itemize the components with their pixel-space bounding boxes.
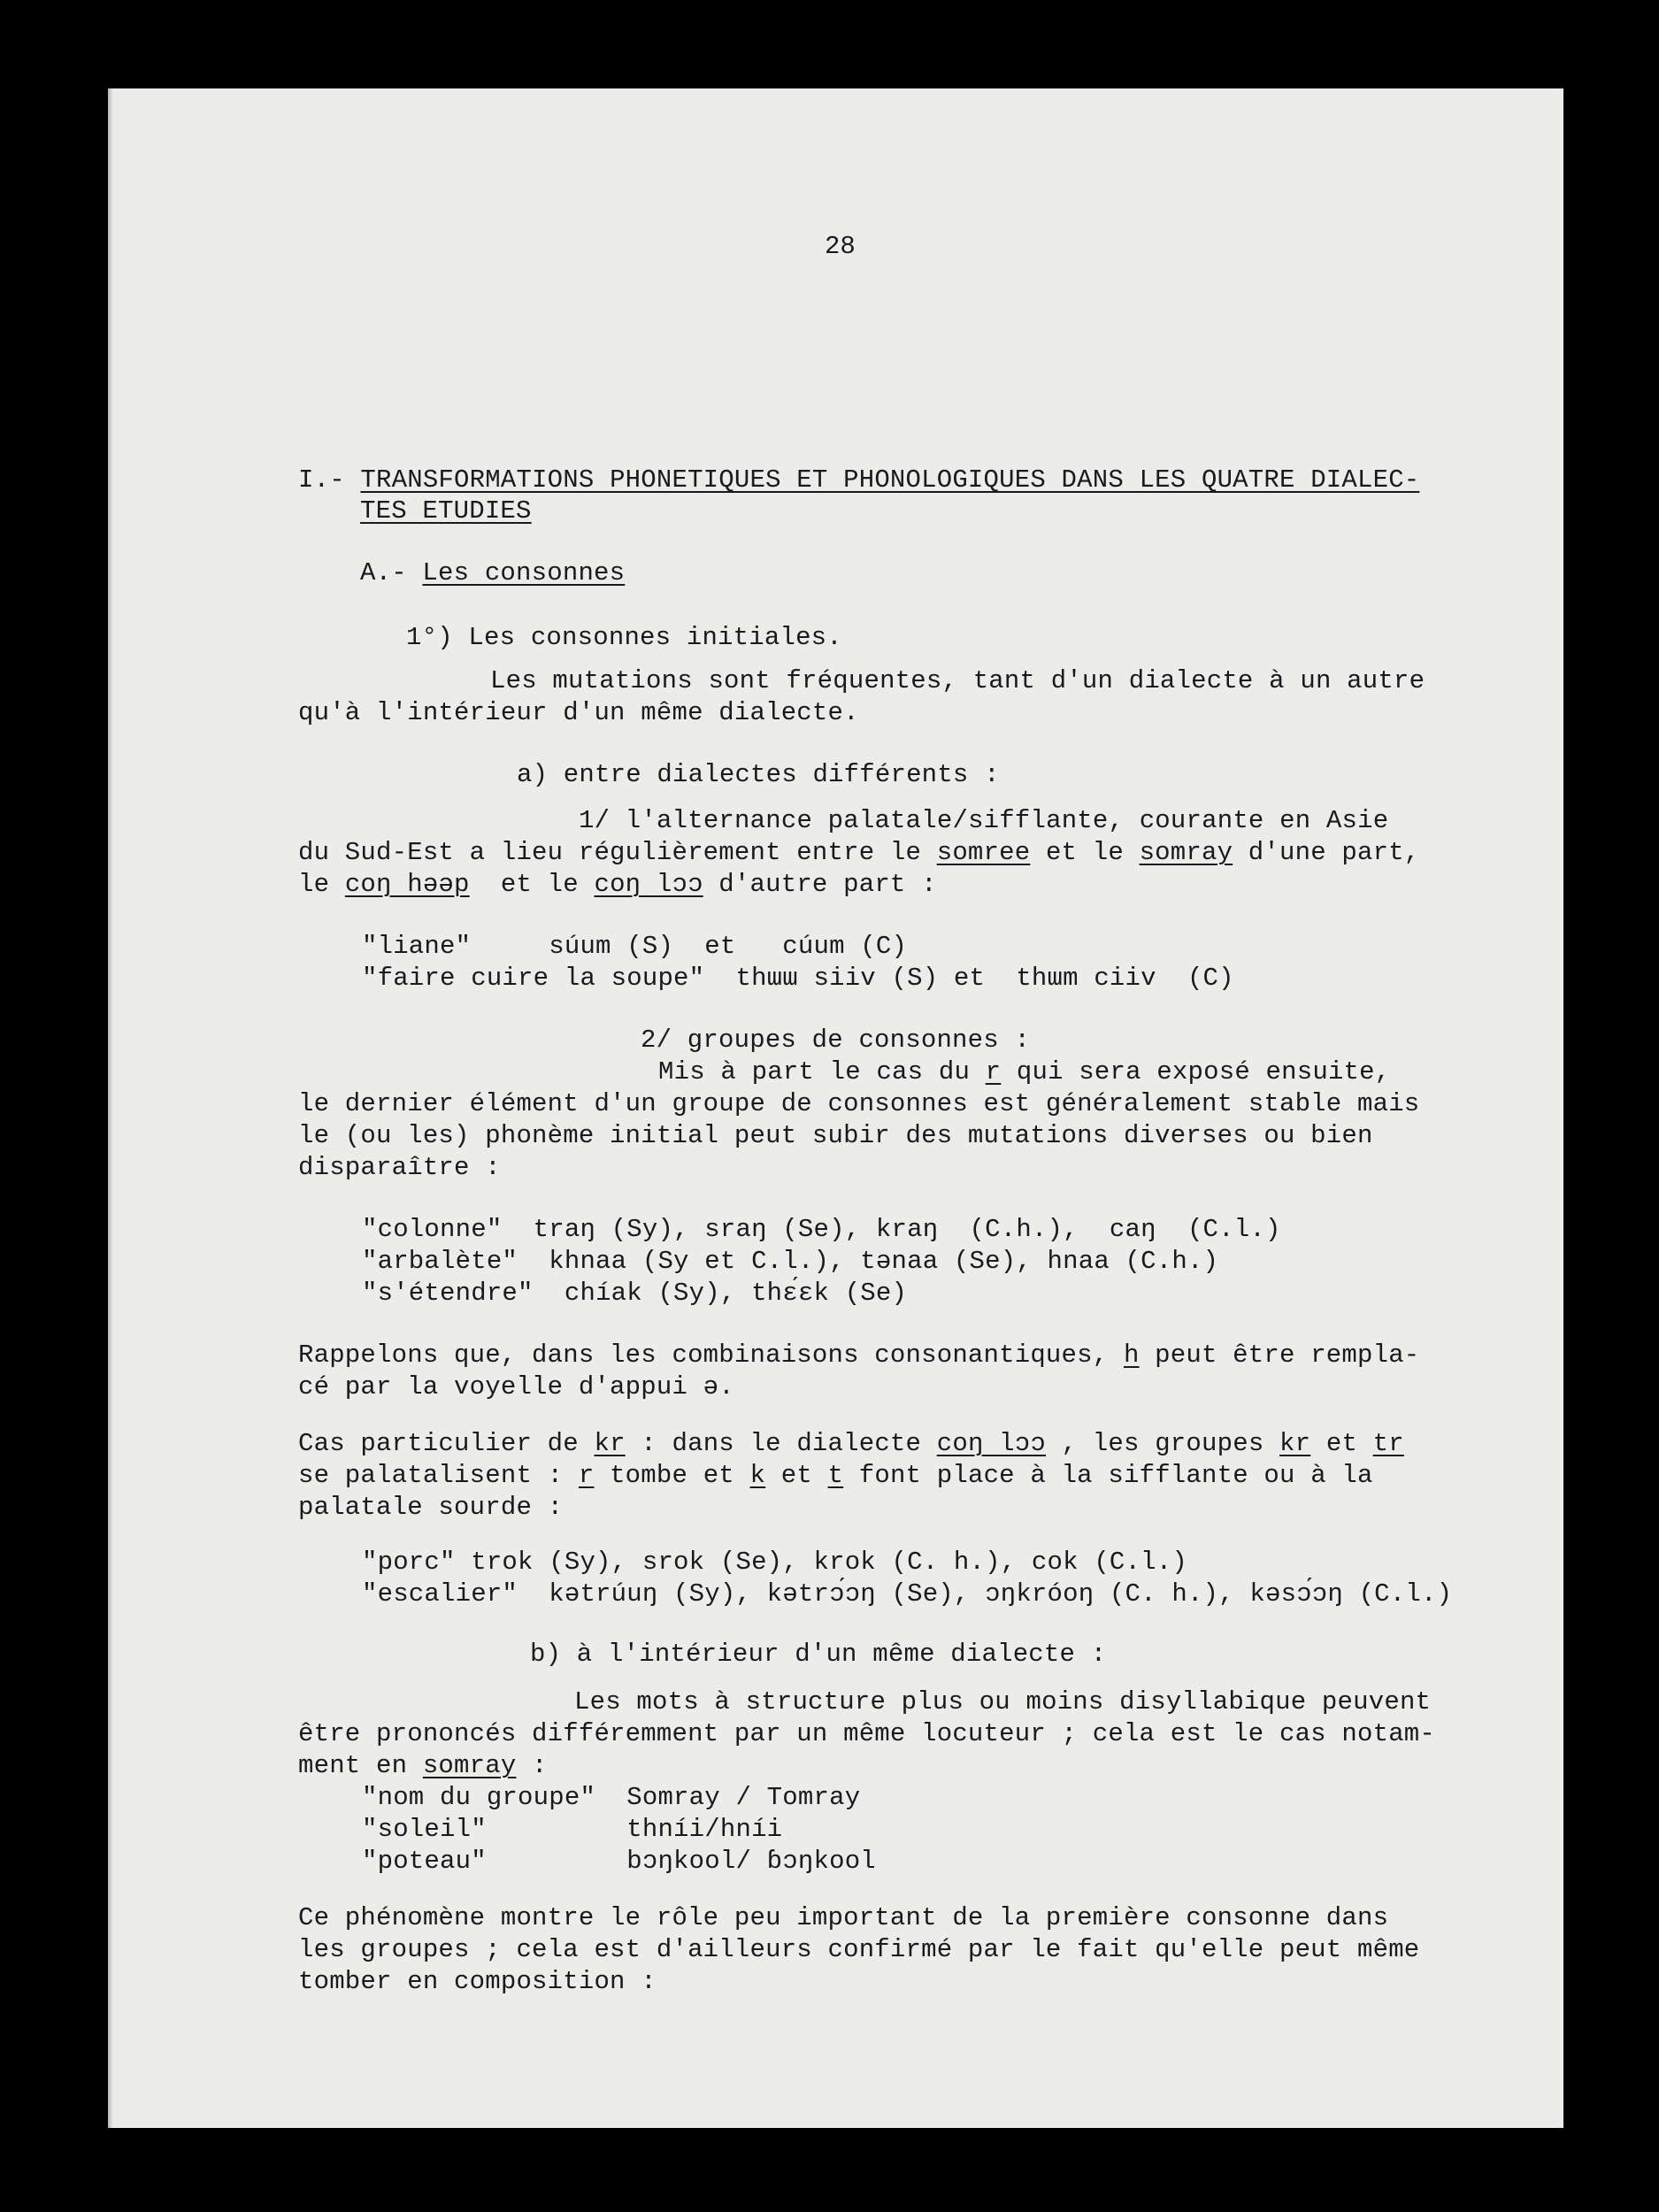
para-2-line-1: 2/ groupes de consonnes :	[641, 1025, 1031, 1055]
text-run: , les groupes	[1045, 1429, 1280, 1458]
text-run: ment en	[298, 1751, 423, 1780]
example-3-line-2: "escalier" kətrúuŋ (Sy), kətrɔ́ɔŋ (Se), ɔŋkróoŋ (C. h.), kəsɔ́ɔŋ (C.l.)	[362, 1579, 1453, 1609]
subheading-b: b) à l'intérieur d'un même dialecte :	[530, 1640, 1107, 1669]
term-cong-loo: coŋ lɔɔ	[594, 870, 703, 899]
page-binding-edge	[108, 88, 113, 2128]
text-run: Cas particulier de	[298, 1429, 595, 1458]
para-4-line-2	[298, 1460, 1373, 1492]
text-run: font place à la sifflante ou à la	[843, 1461, 1373, 1490]
para-2-line-5: disparaître :	[298, 1153, 501, 1182]
term-tr: tr	[1372, 1429, 1404, 1458]
para-4-line-3: palatale sourde :	[298, 1493, 564, 1522]
term-k: k	[749, 1461, 766, 1490]
text-run: qui sera exposé ensuite,	[1001, 1057, 1391, 1087]
term-somray: somray	[1139, 838, 1233, 867]
para-5-line-3	[298, 1750, 548, 1782]
term-r: r	[578, 1461, 595, 1490]
para-1-line-1: 1/ l'alternance palatale/sifflante, courante en Asie	[579, 806, 1389, 835]
heading-title-part-2: TES ETUDIES	[360, 496, 532, 526]
term-kr: kr	[1279, 1429, 1311, 1458]
text-run: peut être rempla-	[1139, 1340, 1420, 1370]
text-run: le	[298, 870, 345, 899]
text-run: Rappelons que, dans les combinaisons consonantiques,	[298, 1340, 1124, 1370]
text-run: se palatalisent :	[298, 1461, 579, 1490]
example-2-line-2: "arbalète" khnaa (Sy et C.l.), tənaa (Se), hnaa (C.h.)	[362, 1247, 1219, 1276]
text-run: et le	[1030, 838, 1140, 867]
text-run: : dans le dialecte	[625, 1429, 937, 1458]
example-4-line-1: "nom du groupe" Somray / Tomray	[362, 1783, 861, 1812]
text-run: et le	[469, 870, 595, 899]
document-page	[108, 88, 1563, 2128]
heading-title-part-1: TRANSFORMATIONS PHONETIQUES ET PHONOLOGIQUES DANS LES QUATRE DIALEC-	[360, 465, 1420, 495]
para-3-line-1	[298, 1340, 1419, 1371]
para-2-line-4: le (ou les) phonème initial peut subir des mutations diverses ou bien	[298, 1121, 1373, 1150]
text-run: tombe et	[594, 1461, 750, 1490]
heading-prefix: I.-	[298, 465, 361, 495]
example-4-line-3: "poteau" bɔŋkool/ ɓɔŋkool	[362, 1847, 876, 1876]
intro-line-2: qu'à l'intérieur d'un même dialecte.	[298, 698, 859, 727]
para-5-line-1: Les mots à structure plus ou moins disyllabique peuvent	[574, 1687, 1432, 1717]
term-r: r	[985, 1057, 1002, 1087]
para-1-line-2	[298, 837, 1419, 869]
text-run: Mis à part le cas du	[658, 1057, 986, 1087]
text-run: du Sud-Est a lieu régulièrement entre le	[298, 838, 937, 867]
example-4-line-2: "soleil" thníi/hníi	[362, 1815, 783, 1844]
intro-line-1: Les mutations sont fréquentes, tant d'un dialecte à un autre	[490, 666, 1425, 695]
subheading-initial-consonants: 1°) Les consonnes initiales.	[406, 623, 842, 652]
para-2-line-2	[658, 1056, 1390, 1088]
section-a-heading	[360, 557, 625, 589]
example-3-line-1: "porc" trok (Sy), srok (Se), krok (C. h.), cok (C.l.)	[362, 1548, 1187, 1577]
example-1-line-2: "faire cuire la soupe" thɯɯ siiv (S) et thɯm ciiv (C)	[362, 964, 1234, 993]
text-run: et	[1310, 1429, 1373, 1458]
term-h: h	[1123, 1340, 1140, 1370]
term-somray: somray	[422, 1751, 517, 1780]
para-1-line-3	[298, 869, 937, 901]
term-cong-heep: coŋ həəp	[344, 870, 470, 899]
para-2-line-3: le dernier élément d'un groupe de consonnes est généralement stable mais	[298, 1089, 1420, 1118]
para-3-line-2: cé par la voyelle d'appui ə.	[298, 1372, 734, 1402]
para-6-line-2: les groupes ; cela est d'ailleurs confirmé par le fait qu'elle peut même	[298, 1935, 1420, 1964]
term-kr: kr	[594, 1429, 626, 1458]
term-t: t	[827, 1461, 844, 1490]
text-run: :	[516, 1751, 548, 1780]
text-run: d'autre part :	[703, 870, 937, 899]
para-6-line-1: Ce phénomène montre le rôle peu important de la première consonne dans	[298, 1903, 1389, 1932]
example-1-line-1: "liane" súum (S) et cúum (C)	[362, 932, 908, 961]
text-run: et	[765, 1461, 828, 1490]
term-cong-loo: coŋ lɔɔ	[936, 1429, 1046, 1458]
para-6-line-3: tomber en composition :	[298, 1967, 657, 1996]
para-4-line-1	[298, 1428, 1404, 1460]
term-somree: somree	[936, 838, 1031, 867]
subheading-a: a) entre dialectes différents :	[517, 760, 1000, 789]
example-2-line-1: "colonne" traŋ (Sy), sraŋ (Se), kraŋ (C.h.), caŋ (C.l.)	[362, 1215, 1281, 1244]
para-5-line-2: être prononcés différemment par un même locuteur ; cela est le cas notam-	[298, 1719, 1436, 1748]
example-2-line-3: "s'étendre" chíak (Sy), thɛ́ɛk (Se)	[362, 1279, 908, 1308]
page-number: 28	[825, 232, 856, 261]
section-a-title: Les consonnes	[422, 558, 626, 588]
heading-line-1	[298, 465, 1419, 496]
section-a-prefix: A.-	[360, 558, 423, 588]
heading-line-2	[360, 495, 532, 527]
text-run: d'une part,	[1233, 838, 1420, 867]
